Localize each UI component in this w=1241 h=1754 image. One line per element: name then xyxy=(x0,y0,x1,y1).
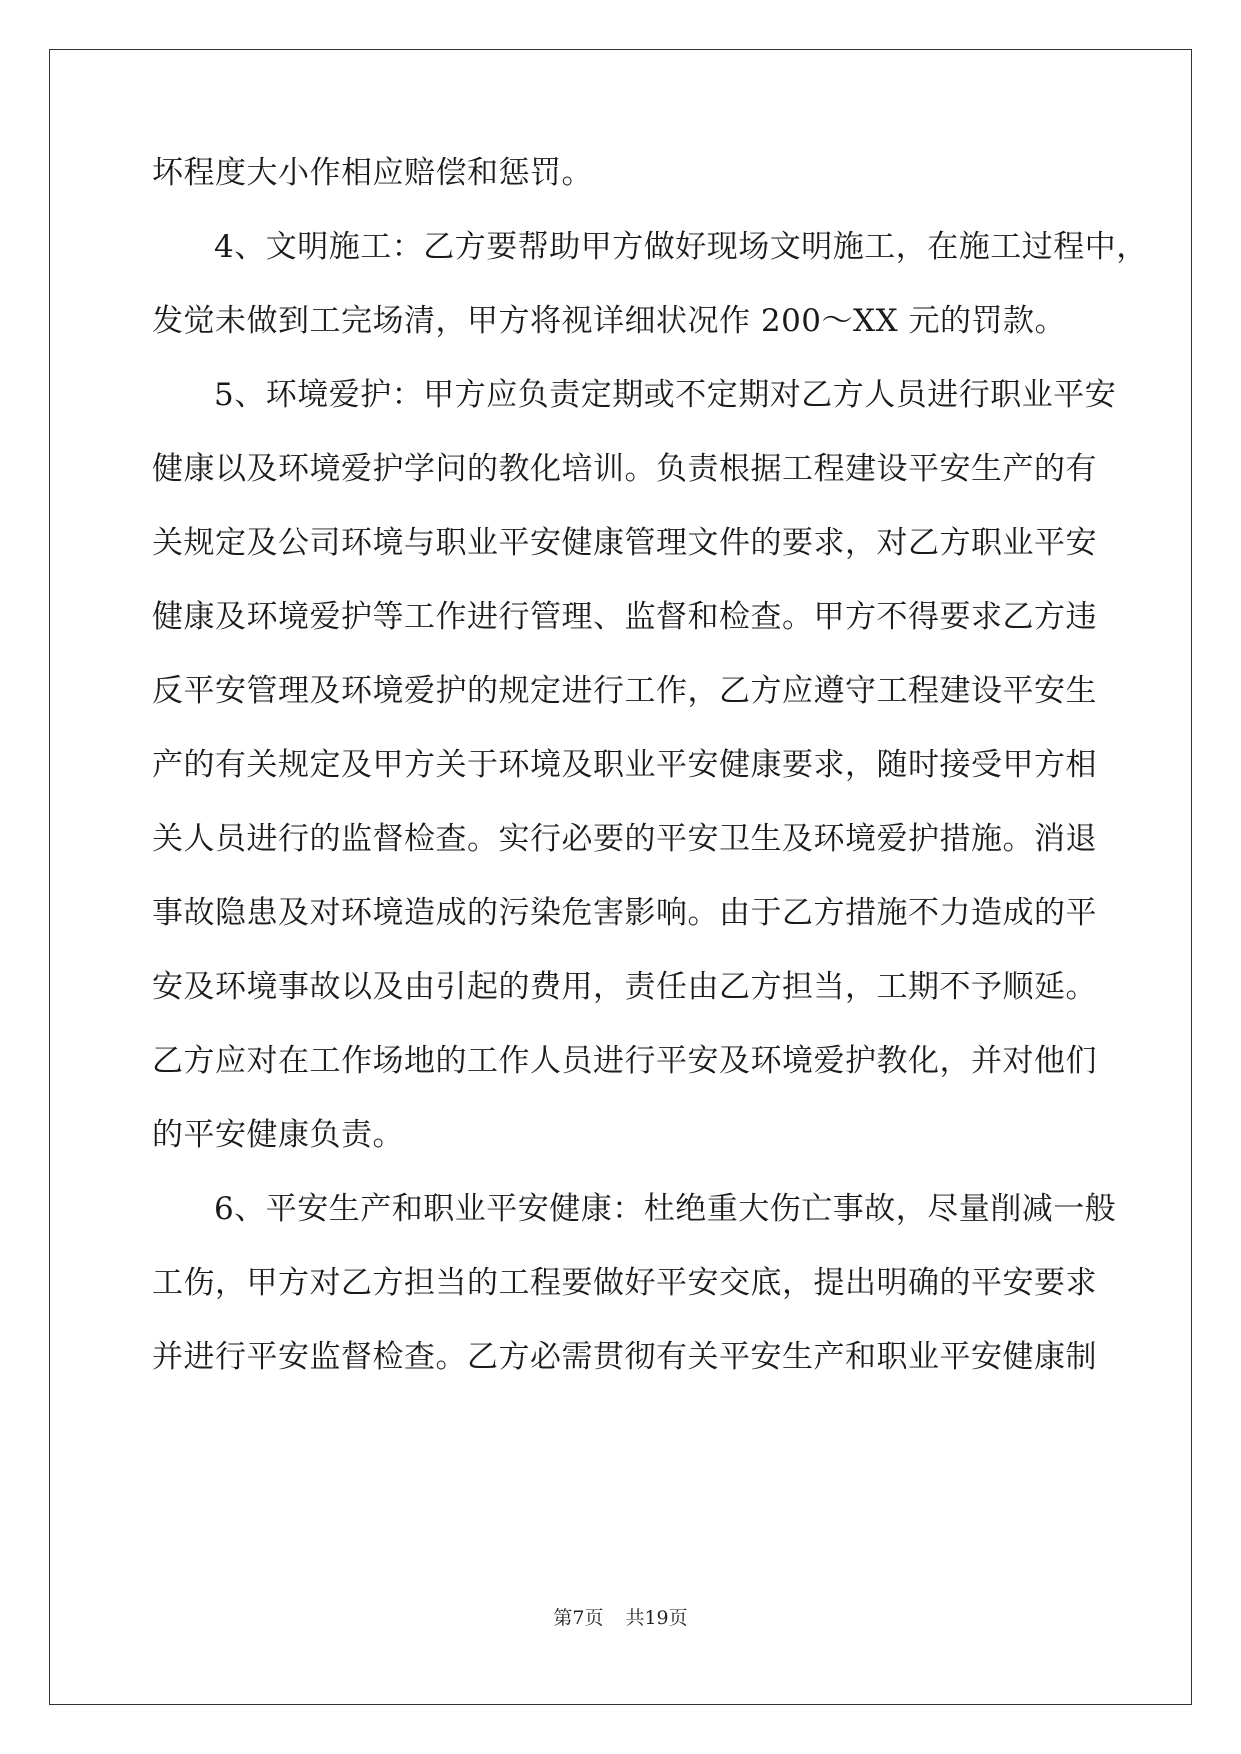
text-line: 健康及环境爱护等工作进行管理、监督和检查。甲方不得要求乙方违 xyxy=(152,599,1097,635)
text-line: 并进行平安监督检查。乙方必需贯彻有关平安生产和职业平安健康制 xyxy=(152,1339,1097,1375)
text-line: 事故隐患及对环境造成的污染危害影响。由于乙方措施不力造成的平 xyxy=(152,895,1097,931)
page-border xyxy=(49,49,1192,1705)
text-line: 关人员进行的监督检查。实行必要的平安卫生及环境爱护措施。消退 xyxy=(152,821,1097,857)
page-total: 共19页 xyxy=(625,1607,688,1629)
text-line: 工伤，甲方对乙方担当的工程要做好平安交底，提出明确的平安要求 xyxy=(152,1265,1097,1301)
text-line: 4、文明施工：乙方要帮助甲方做好现场文明施工，在施工过程中， xyxy=(214,229,1148,265)
page-number: 第7页 xyxy=(553,1607,604,1629)
text-line: 健康以及环境爱护学问的教化培训。负责根据工程建设平安生产的有 xyxy=(152,451,1097,487)
page-footer xyxy=(0,1606,1241,1630)
text-line: 5、环境爱护：甲方应负责定期或不定期对乙方人员进行职业平安 xyxy=(214,377,1117,413)
text-line: 产的有关规定及甲方关于环境及职业平安健康要求，随时接受甲方相 xyxy=(152,747,1097,783)
text-line: 安及环境事故以及由引起的费用，责任由乙方担当，工期不予顺延。 xyxy=(152,969,1097,1005)
text-line: 反平安管理及环境爱护的规定进行工作，乙方应遵守工程建设平安生 xyxy=(152,673,1097,709)
text-line: 坏程度大小作相应赔偿和惩罚。 xyxy=(152,155,593,191)
text-line: 乙方应对在工作场地的工作人员进行平安及环境爱护教化，并对他们 xyxy=(152,1043,1097,1079)
text-line: 6、平安生产和职业平安健康：杜绝重大伤亡事故，尽量削减一般 xyxy=(214,1191,1117,1227)
text-line: 发觉未做到工完场清，甲方将视详细状况作 200～XX 元的罚款。 xyxy=(152,303,1067,339)
text-line: 关规定及公司环境与职业平安健康管理文件的要求，对乙方职业平安 xyxy=(152,525,1097,561)
text-line: 的平安健康负责。 xyxy=(152,1117,404,1153)
